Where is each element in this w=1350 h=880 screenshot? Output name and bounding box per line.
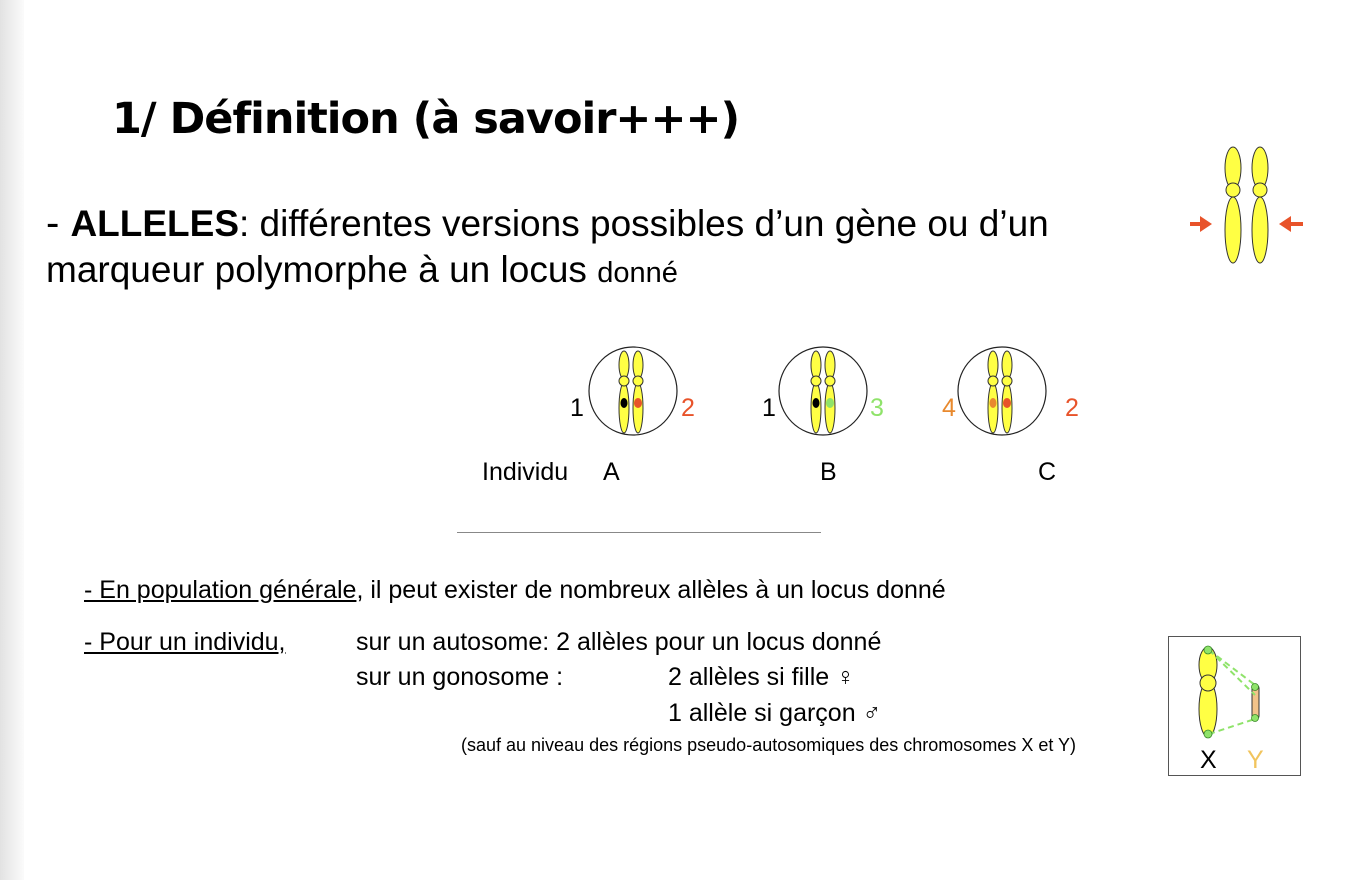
definition-text-small: donné (597, 257, 678, 289)
autosome-line: sur un autosome: 2 allèles pour un locus donné (356, 628, 882, 656)
individual-c-right-allele: 2 (1065, 394, 1079, 422)
chromosome-pair-illustration (1185, 145, 1310, 270)
population-rest: , il peut exister de nombreux allèles à un locus donné (356, 576, 946, 604)
individual-a-cell (587, 340, 681, 442)
definition-term: ALLELES (70, 203, 239, 244)
slide-title: 1/ Définition (à savoir+++) (112, 94, 740, 144)
individual-c-label: C (1038, 458, 1057, 486)
definition-text-2: marqueur polymorphe à un locus (46, 249, 598, 290)
individual-a-label: A (603, 458, 620, 486)
x-chromosome-label: X (1200, 746, 1217, 774)
slide-edge-shadow (0, 0, 24, 880)
pseudo-autosomal-note: (sauf au niveau des régions pseudo-autosomiques des chromosomes X et Y) (461, 735, 1077, 755)
individual-c-cell (954, 340, 1050, 442)
individual-underlined: - Pour un individu, (84, 628, 286, 656)
individual-b-cell (776, 340, 870, 442)
definition-dash: - (46, 201, 71, 245)
population-line (84, 576, 946, 605)
female-line: 2 allèles si fille ♀ (668, 663, 855, 691)
individual-a-left-allele: 1 (570, 394, 584, 422)
male-line: 1 allèle si garçon ♂ (668, 699, 882, 727)
individual-heading (84, 628, 286, 657)
xy-chromosomes-illustration (1169, 637, 1300, 747)
individual-b-left-allele: 1 (762, 394, 776, 422)
individual-b-right-allele: 3 (870, 394, 884, 422)
definition-line-2 (46, 247, 1049, 296)
population-underlined: - En population générale (84, 576, 357, 604)
individual-a-right-allele: 2 (681, 394, 695, 422)
individual-c-left-allele: 4 (942, 394, 956, 422)
individual-b-label: B (820, 458, 837, 486)
individual-prefix-label: Individu (482, 458, 569, 486)
xy-chromosome-box (1168, 636, 1301, 776)
definition-paragraph (46, 200, 1049, 296)
y-chromosome-label: Y (1247, 746, 1264, 774)
section-divider (457, 532, 821, 533)
gonosome-label: sur un gonosome : (356, 663, 564, 691)
definition-line-1 (46, 200, 1049, 247)
definition-text: : différentes versions possibles d’un gène ou d’un (239, 203, 1049, 244)
